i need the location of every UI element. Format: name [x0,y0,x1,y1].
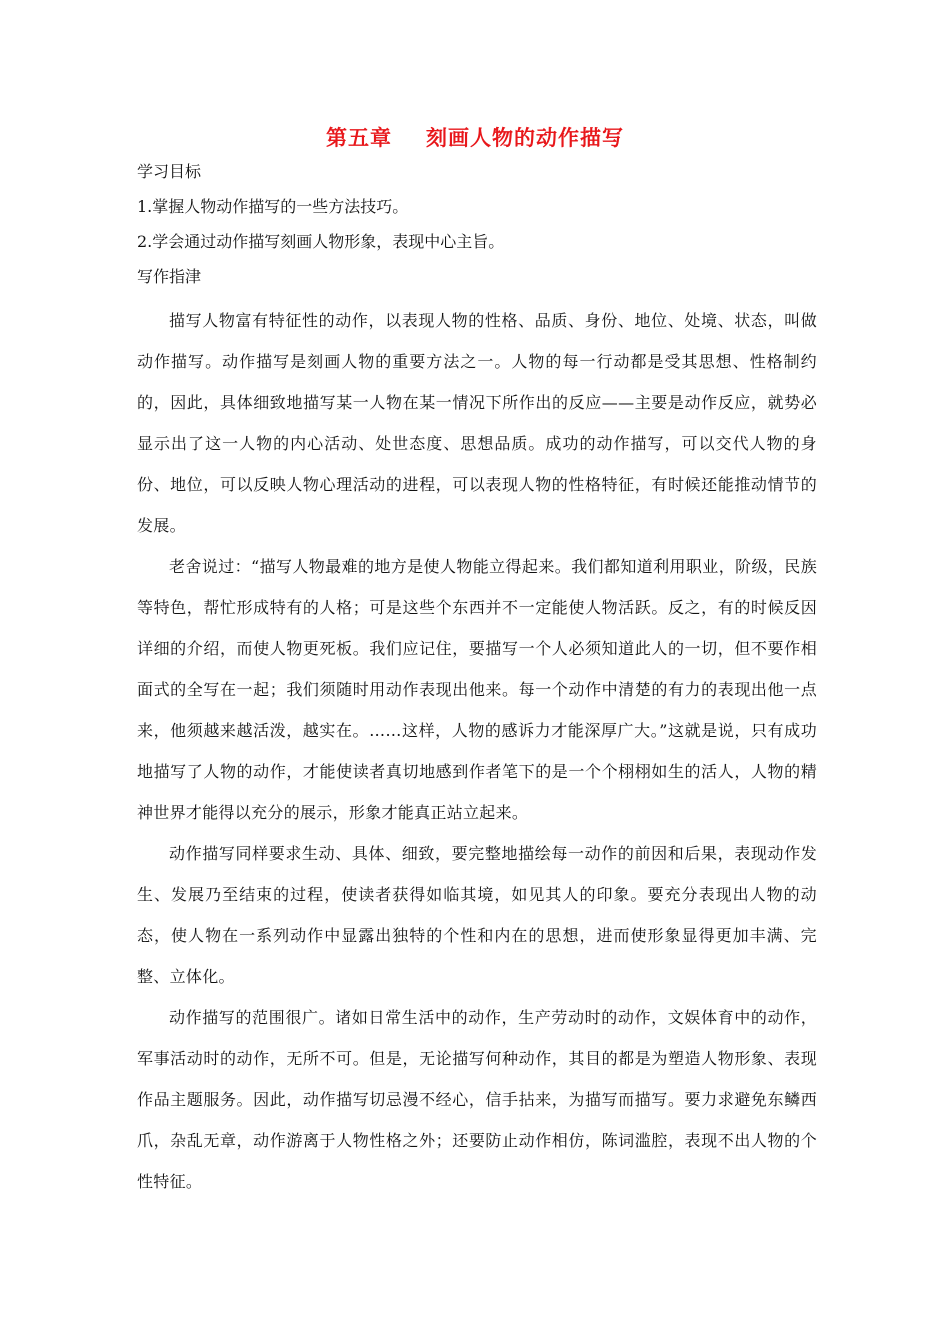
paragraph-3: 动作描写同样要求生动、具体、细致，要完整地描绘每一动作的前因和后果，表现动作发生、发展乃至结束的过程，使读者获得如临其境，如见其人的印象。要充分表现出人物的动态，使人物在一系列动作中显露出独特的个性和内在的思想，进而使形象显得更加丰满、完整、立体化。 [137,844,817,986]
guide-heading: 写作指津 [137,267,202,286]
guide-content [137,300,817,1202]
chapter-title [0,122,950,152]
chapter-name: 刻画人物的动作描写 [426,126,624,150]
document-body [137,160,817,1202]
paragraph-4: 动作描写的范围很广。诸如日常生活中的动作，生产劳动时的动作，文娱体育中的动作，军事活动时的动作，无所不可。但是，无论描写何种动作，其目的都是为塑造人物形象、表现作品主题服务。因此，动作描写切忌漫不经心，信手拈来，为描写而描写。要力求避免东鳞西爪，杂乱无章，动作游离于人物性格之外；还要防止动作相仿，陈词滥腔，表现不出人物的个性特征。 [137,1008,817,1191]
chapter-number: 第五章 [326,126,392,150]
goal-item-2: 2.学会通过动作描写刻画人物形象，表现中心主旨。 [137,232,505,251]
goals-heading: 学习目标 [137,162,202,181]
paragraph-1: 描写人物富有特征性的动作，以表现人物的性格、品质、身份、地位、处境、状态，叫做动作描写。动作描写是刻画人物的重要方法之一。人物的每一行动都是受其思想、性格制约的，因此，具体细致地描写某一人物在某一情况下所作出的反应——主要是动作反应，就势必显示出了这一人物的内心活动、处世态度、思想品质。成功的动作描写，可以交代人物的身份、地位，可以反映人物心理活动的进程，可以表现人物的性格特征，有时候还能推动情节的发展。 [137,311,817,535]
goal-item-1: 1.掌握人物动作描写的一些方法技巧。 [137,197,409,216]
paragraph-2: 老舍说过：“描写人物最难的地方是使人物能立得起来。我们都知道利用职业，阶级，民族等特色，帮忙形成特有的人格；可是这些个东西并不一定能使人物活跃。反之，有的时候反因详细的介绍，而使人物更死板。我们应记住，要描写一个人必须知道此人的一切，但不要作相面式的全写在一起；我们须随时用动作表现出他来。每一个动作中清楚的有力的表现出他一点来，他须越来越活泼，越实在。……这样，人物的感诉力才能深厚广大。”这就是说，只有成功地描写了人物的动作，才能使读者真切地感到作者笔下的是一个个栩栩如生的活人，人物的精神世界才能得以充分的展示，形象才能真正站立起来。 [137,557,817,822]
